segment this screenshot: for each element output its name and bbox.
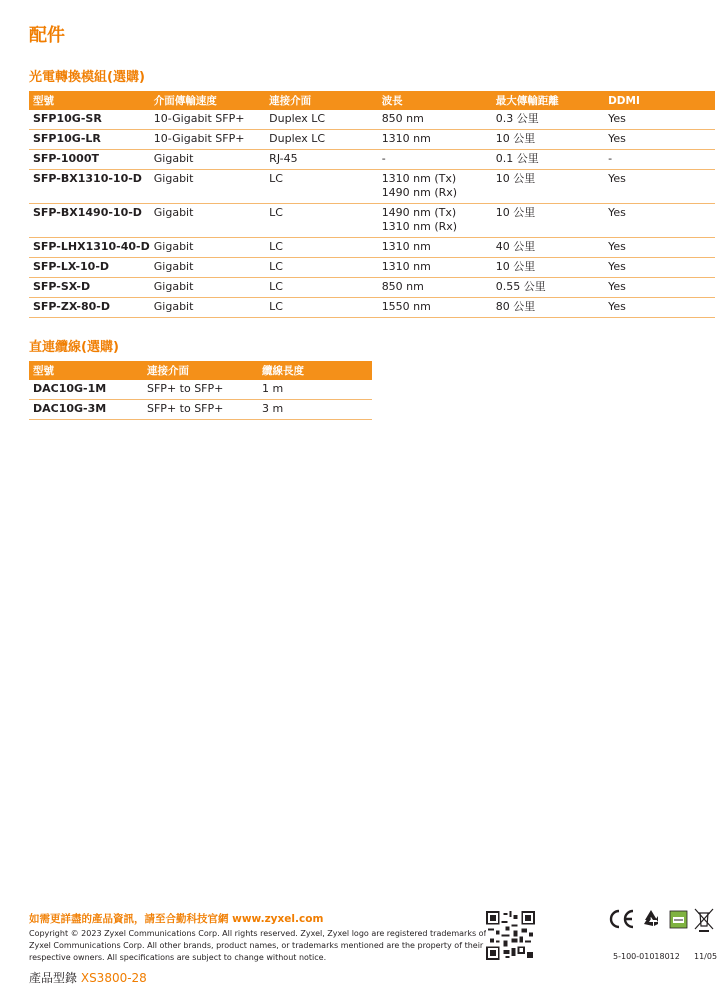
model-cell: SFP-ZX-80-D: [29, 298, 150, 318]
speed-cell: 10-Gigabit SFP+: [150, 130, 265, 150]
page-title: 配件: [29, 25, 65, 46]
wavelength-line: 1310 nm (Rx): [381, 220, 458, 233]
table-row: [29, 278, 715, 298]
wavelength-line: 850 nm: [381, 112, 424, 125]
connector-cell: SFP+ to SFP+: [143, 400, 258, 420]
distance-cell: 0.1 公里: [492, 150, 604, 170]
certification-icons: [606, 904, 716, 934]
model-cell: SFP-LX-10-D: [29, 258, 150, 278]
transceiver-section-title: 光電轉換模組(選購): [29, 70, 145, 85]
ddmi-cell: Yes: [604, 238, 715, 258]
transceiver-table: [29, 91, 715, 318]
col-header-wavelength: 波長: [378, 91, 492, 110]
wavelength-cell: [378, 298, 492, 318]
table-row: [29, 258, 715, 278]
col-header-length: 纜線長度: [258, 361, 372, 380]
distance-cell: 40 公里: [492, 238, 604, 258]
connector-cell: Duplex LC: [265, 110, 378, 130]
speed-cell: Gigabit: [150, 298, 265, 318]
recycle-icon: [644, 910, 658, 926]
model-cell: DAC10G-1M: [29, 380, 143, 400]
table-row: [29, 110, 715, 130]
distance-cell: 10 公里: [492, 204, 604, 238]
dac-header-row: [29, 361, 372, 380]
wavelength-cell: [378, 238, 492, 258]
col-header-model: 型號: [29, 361, 143, 380]
ce-mark-icon: [611, 911, 633, 927]
model-cell: SFP-BX1310-10-D: [29, 170, 150, 204]
speed-cell: Gigabit: [150, 170, 265, 204]
table-row: [29, 380, 372, 400]
ddmi-cell: Yes: [604, 170, 715, 204]
table-row: [29, 298, 715, 318]
wavelength-line: 1310 nm (Tx): [381, 172, 457, 185]
connector-cell: LC: [265, 258, 378, 278]
wavelength-cell: [378, 150, 492, 170]
wavelength-line: 1310 nm: [381, 260, 431, 273]
col-header-connector: 連接介面: [143, 361, 258, 380]
length-cell: 3 m: [258, 400, 372, 420]
more-info-link[interactable]: 如需更詳盡的產品資訊，請至合勤科技官網 www.zyxel.com: [29, 913, 324, 925]
speed-cell: Gigabit: [150, 278, 265, 298]
catalog-label-text: 產品型錄: [29, 971, 78, 985]
connector-cell: Duplex LC: [265, 130, 378, 150]
connector-cell: LC: [265, 298, 378, 318]
ddmi-cell: Yes: [604, 258, 715, 278]
speed-cell: Gigabit: [150, 238, 265, 258]
col-header-ddmi: DDMI: [604, 91, 715, 110]
wavelength-line: 1550 nm: [381, 300, 431, 313]
col-header-distance: 最大傳輸距離: [492, 91, 604, 110]
copyright-text: Copyright © 2023 Zyxel Communications Corp. All rights reserved. Zyxel, Zyxel logo are registered trademarks of Zyxel Communications Corp. All other brands, product names, or trademarks mentioned are the property of their respective owners. All specifications are subject to change without notice.: [29, 929, 487, 962]
model-cell: SFP-1000T: [29, 150, 150, 170]
length-cell: 1 m: [258, 380, 372, 400]
col-header-speed: 介面傳輸速度: [150, 91, 265, 110]
col-header-model: 型號: [29, 91, 150, 110]
model-cell: SFP-LHX1310-40-D: [29, 238, 150, 258]
wavelength-cell: [378, 258, 492, 278]
wavelength-line: 1490 nm (Rx): [381, 186, 458, 199]
rohs-icon: [670, 911, 687, 928]
table-row: [29, 130, 715, 150]
wavelength-line: 1310 nm: [381, 240, 431, 253]
ddmi-cell: Yes: [604, 298, 715, 318]
col-header-connector: 連接介面: [265, 91, 378, 110]
wavelength-line: -: [381, 152, 386, 165]
dac-table: [29, 361, 372, 420]
connector-cell: LC: [265, 170, 378, 204]
document-number: 5-100-01018012: [613, 952, 680, 961]
distance-cell: 0.55 公里: [492, 278, 604, 298]
table-row: [29, 400, 372, 420]
ddmi-cell: Yes: [604, 130, 715, 150]
speed-cell: Gigabit: [150, 258, 265, 278]
table-row: [29, 204, 715, 238]
weee-bin-icon: [695, 909, 713, 931]
wavelength-cell: [378, 130, 492, 150]
distance-cell: 80 公里: [492, 298, 604, 318]
document-date: 11/05: [694, 952, 718, 961]
wavelength-line: 850 nm: [381, 280, 424, 293]
table-row: [29, 150, 715, 170]
distance-cell: 10 公里: [492, 258, 604, 278]
dac-section-title: 直連纜線(選購): [29, 340, 119, 355]
table-row: [29, 238, 715, 258]
model-cell: SFP10G-SR: [29, 110, 150, 130]
table-row: [29, 170, 715, 204]
connector-cell: LC: [265, 204, 378, 238]
wavelength-cell: [378, 170, 492, 204]
distance-cell: 10 公里: [492, 130, 604, 150]
wavelength-cell: [378, 278, 492, 298]
wavelength-cell: [378, 110, 492, 130]
connector-cell: RJ-45: [265, 150, 378, 170]
model-cell: SFP10G-LR: [29, 130, 150, 150]
distance-cell: 0.3 公里: [492, 110, 604, 130]
connector-cell: SFP+ to SFP+: [143, 380, 258, 400]
ddmi-cell: Yes: [604, 110, 715, 130]
model-cell: SFP-SX-D: [29, 278, 150, 298]
qr-code-icon: [486, 911, 535, 960]
connector-cell: LC: [265, 238, 378, 258]
catalog-label: [29, 969, 147, 986]
model-cell: SFP-BX1490-10-D: [29, 204, 150, 238]
connector-cell: LC: [265, 278, 378, 298]
wavelength-line: 1490 nm (Tx): [381, 206, 457, 219]
ddmi-cell: Yes: [604, 278, 715, 298]
product-name: XS3800-28: [80, 971, 147, 985]
speed-cell: Gigabit: [150, 204, 265, 238]
speed-cell: Gigabit: [150, 150, 265, 170]
transceiver-header-row: [29, 91, 715, 110]
speed-cell: 10-Gigabit SFP+: [150, 110, 265, 130]
distance-cell: 10 公里: [492, 170, 604, 204]
ddmi-cell: -: [604, 150, 715, 170]
ddmi-cell: Yes: [604, 204, 715, 238]
wavelength-cell: [378, 204, 492, 238]
model-cell: DAC10G-3M: [29, 400, 143, 420]
wavelength-line: 1310 nm: [381, 132, 431, 145]
